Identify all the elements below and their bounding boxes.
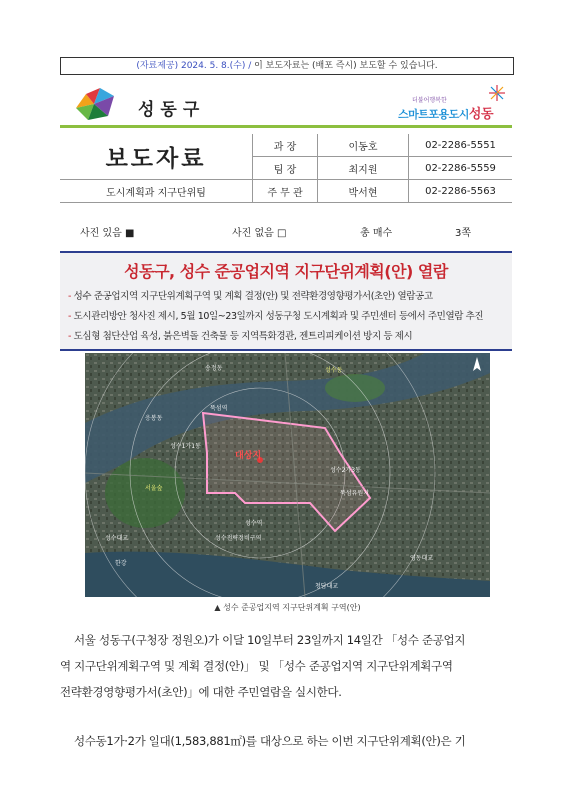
notice-text: 이 보도자료는 (배포 즉시) 보도할 수 있습니다. bbox=[254, 61, 438, 71]
notice-provided-date: (자료제공) 2024. 5. 8.(수) / bbox=[136, 61, 252, 71]
headline-bullet: - 성수 준공업지역 지구단위계획구역 및 계획 결정(안) 및 전략환경영향평가서(초안) 열람공고 bbox=[68, 291, 433, 302]
photo-info-row bbox=[60, 218, 512, 240]
contact-name: 이동호 bbox=[318, 134, 409, 157]
headline-box bbox=[60, 251, 512, 351]
bullet-text: 성수 준공업지역 지구단위계획구역 및 계획 결정(안) 및 전략환경영향평가서(초안) 열람공고 bbox=[73, 291, 433, 302]
map-label: 서울숲 bbox=[145, 485, 163, 492]
headline-title: 성동구, 성수 준공업지역 지구단위계획(안) 열람 bbox=[124, 262, 448, 281]
map-center-label: 대상지 bbox=[235, 451, 262, 461]
map-label: 응봉동 bbox=[145, 415, 163, 422]
slogan bbox=[398, 103, 493, 122]
map-caption: ▲ 성수 준공업지역 지구단위계획 구역(안) bbox=[214, 603, 361, 612]
contact-phone: 02-2286-5551 bbox=[409, 134, 513, 157]
org-name: 성동구 bbox=[138, 100, 206, 120]
doc-title: 보도자료 bbox=[60, 134, 253, 180]
map-label: 성수전략정비구역 bbox=[215, 535, 262, 542]
map-label: 뚝섬역 bbox=[210, 405, 228, 412]
map-label: 송정동 bbox=[205, 365, 223, 372]
contact-name: 박서현 bbox=[318, 180, 409, 203]
bullet-text: 도시관리방안 청사진 제시, 5월 10일~23일까지 성동구청 도시계획과 및 주민센터 등에서 주민열람 추진 bbox=[73, 311, 484, 322]
map-label: 영동대교 bbox=[410, 555, 434, 562]
department: 도시계획과 지구단위팀 bbox=[60, 180, 253, 203]
slogan-small: 더불어행복한 bbox=[412, 97, 447, 104]
body-line: 역 지구단위계획구역 및 계획 결정(안)」 및 「성수 준공업지역 지구단위계획구역 bbox=[60, 659, 453, 673]
map-label: 성수동 bbox=[325, 367, 343, 374]
map-label: 청담대교 bbox=[315, 583, 339, 590]
photo-yes: 사진 있음 ■ bbox=[80, 228, 135, 239]
sparkle-icon bbox=[488, 84, 506, 102]
header-divider bbox=[60, 125, 512, 128]
seongdong-logo-icon bbox=[72, 86, 118, 122]
map-label: 성수2가3동 bbox=[330, 467, 361, 474]
contact-role: 팀 장 bbox=[253, 157, 318, 180]
contact-phone: 02-2286-5563 bbox=[409, 180, 513, 203]
bullet-text: 도심형 첨단산업 육성, 붉은벽돌 건축물 등 지역특화경관, 젠트리피케이션 방지 등 제시 bbox=[73, 331, 413, 342]
body-line bbox=[60, 627, 520, 653]
body-line bbox=[60, 728, 520, 754]
headline-bullet: - 도시관리방안 청사진 제시, 5월 10일~23일까지 성동구청 도시계획과 및 주민센터 등에서 주민열람 추진 bbox=[68, 311, 484, 322]
body-line-text: 서울 성동구(구청장 정원오)가 이달 10일부터 23일까지 14일간 「성수 준공업지 bbox=[74, 633, 466, 647]
pages-value: 3쪽 bbox=[455, 228, 472, 239]
contact-name: 최지원 bbox=[318, 157, 409, 180]
map-label: 성수역 bbox=[245, 520, 263, 527]
body-line: 전략환경영향평가서(초안)」에 대한 주민열람을 실시한다. bbox=[60, 685, 342, 699]
contact-phone: 02-2286-5559 bbox=[409, 157, 513, 180]
contact-table bbox=[60, 134, 512, 203]
map-label: 성수1가1동 bbox=[170, 443, 201, 450]
contact-role: 과 장 bbox=[253, 134, 318, 157]
slogan-city: 성동 bbox=[468, 107, 494, 122]
map-label: 뚝섬유원지 bbox=[340, 490, 369, 497]
contact-role: 주 무 관 bbox=[253, 180, 318, 203]
map-label: 한강 bbox=[115, 560, 127, 567]
distribution-notice bbox=[60, 57, 514, 75]
pages-label: 총 매수 bbox=[360, 228, 393, 239]
photo-no: 사진 없음 □ bbox=[232, 228, 287, 239]
map-label: 성수대교 bbox=[105, 535, 129, 542]
aerial-map bbox=[85, 353, 490, 597]
body-line-text: 성수동1가·2가 일대(1,583,881㎡)를 대상으로 하는 이번 지구단위계획(안)은 기 bbox=[74, 734, 466, 748]
slogan-main: 스마트포용도시 bbox=[398, 108, 469, 121]
headline-bullet: - 도심형 첨단산업 육성, 붉은벽돌 건축물 등 지역특화경관, 젠트리피케이션 방지 등 제시 bbox=[68, 331, 413, 342]
